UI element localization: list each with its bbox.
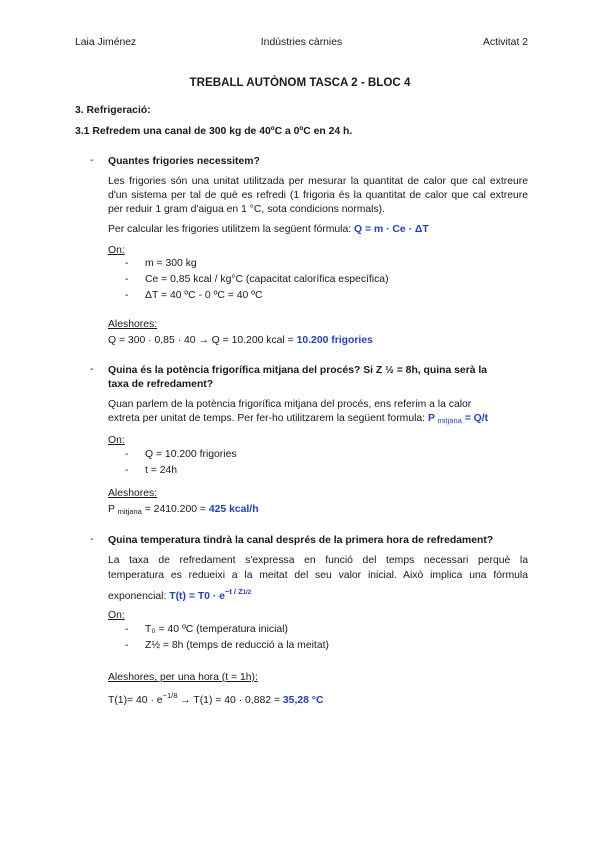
q3-formula-sup-sub: 1/2	[242, 590, 252, 596]
q3-explanation-line3	[108, 585, 528, 604]
q1-formula-intro: Per calcular les frigories utilitzem la següent fórmula:	[108, 224, 352, 235]
section-heading: 3. Refrigeració:	[75, 105, 151, 116]
q1-item: ΔT = 40 ºC - 0 ºC = 40 ºC	[145, 290, 263, 301]
q2-explanation-line1: Quan parlem de la potència frigorífica mitjana del procés, ens referim a la calor	[108, 399, 472, 410]
q1-aleshores: Aleshores:	[108, 319, 158, 330]
q2-question-line2: taxa de refredament?	[108, 379, 214, 390]
bullet-dash: -	[90, 534, 94, 545]
q3-on-label: On:	[108, 610, 125, 621]
q2-result: 425 kcal/h	[208, 504, 259, 515]
q3-item: T₀ = 40 ºC (temperatura inicial)	[145, 624, 288, 635]
q2-formula	[428, 413, 488, 424]
q2-item: Q = 10.200 frigories	[145, 449, 237, 460]
q1-result: 10.200 frigories	[296, 335, 373, 346]
list-dash: -	[125, 274, 129, 285]
q2-formula-rest: = Q/t	[464, 413, 489, 424]
q2-calculation	[108, 503, 528, 519]
q3-formula-sup: −t / Z	[224, 587, 243, 596]
q3-formula-exponent	[225, 587, 251, 596]
q2-item: t = 24h	[145, 465, 178, 476]
q3-aleshores: Aleshores, per una hora (t = 1h):	[108, 672, 258, 683]
q1-calculation	[108, 334, 528, 348]
q3-result: 35,28 °C	[282, 695, 324, 706]
q2-explanation-line2-wrap	[108, 412, 528, 428]
q2-formula-p: P	[427, 413, 435, 424]
q3-calc-sup: −1/8	[162, 691, 178, 700]
q3-item: Z½ = 8h (temps de reducció a la meitat)	[145, 640, 329, 651]
bullet-dash: -	[90, 364, 94, 375]
q2-on-label: On:	[108, 435, 125, 446]
q2-aleshores: Aleshores:	[108, 488, 158, 499]
q1-formula-line	[108, 223, 528, 237]
list-dash: -	[125, 290, 129, 301]
q1-question: Quantes frigories necessitem?	[108, 156, 260, 167]
page-header	[75, 37, 528, 51]
q2-explanation-line2: extreta per unitat de temps. Per fer-ho utilitzarem la següent formula:	[108, 413, 426, 424]
q3-formula	[169, 587, 252, 602]
list-dash: -	[125, 465, 129, 476]
bullet-dash: -	[90, 155, 94, 166]
list-dash: -	[125, 624, 129, 635]
q2-calc-sub: mitjana	[117, 507, 142, 516]
q1-on-label: On:	[108, 245, 125, 256]
q2-calc-rest: = 2410.200 =	[144, 504, 206, 515]
q1-item: m = 300 kg	[145, 258, 197, 269]
q1-formula: Q = m · Ce · ΔT	[354, 224, 429, 235]
q2-question-line1: Quina és la potència frigorífica mitjana del procés? Si Z ½ = 8h, quina serà la	[108, 365, 488, 376]
list-dash: -	[125, 258, 129, 269]
q2-calc-p: P	[108, 504, 115, 515]
q3-explanation-pre: exponencial:	[108, 591, 167, 602]
q1-calc: Q = 300 · 0,85 · 40 → Q = 10.200 kcal =	[108, 335, 294, 346]
header-subject: Indústries càrnies	[260, 37, 343, 48]
header-author: Laia Jiménez	[75, 37, 137, 48]
list-dash: -	[125, 640, 129, 651]
q3-calc-post: → T(1) = 40 · 0,882 =	[180, 695, 281, 706]
list-dash: -	[125, 449, 129, 460]
q1-explanation: Les frigories són una unitat utilitzada per mesurar la quantitat de calor que cal extreure d'un sistema per tal de què es refredi (1 frigoria és la quantitat de calor que cal extreure per reduir 1 gram d'aigua en 1 °C, sota condicions normals).	[108, 176, 528, 215]
q3-explanation-line1: La taxa de refredament s'expressa en funció del temps necessari perquè la	[108, 555, 528, 566]
problem-statement: 3.1 Refredem una canal de 300 kg de 40ºC a 0ºC en 24 h.	[75, 126, 353, 137]
document-title: TREBALL AUTÒNOM TASCA 2 - BLOC 4	[189, 76, 411, 89]
q2-formula-sub: mitjana	[437, 416, 462, 425]
q3-question: Quina temperatura tindrà la canal després de la primera hora de refredament?	[108, 535, 494, 546]
header-activity: Activitat 2	[482, 37, 528, 48]
q3-calc-pre: T(1)= 40 · e	[108, 695, 163, 706]
q3-explanation-line2: temperatura es redueixi a la meitat del seu valor inicial. Això implica una fórmula	[108, 570, 528, 581]
q3-calculation	[108, 689, 528, 708]
q3-formula-main: T(t) = T0 · e	[169, 591, 225, 602]
q1-item: Ce = 0,85 kcal / kg°C (capacitat calorífica específica)	[145, 274, 389, 285]
